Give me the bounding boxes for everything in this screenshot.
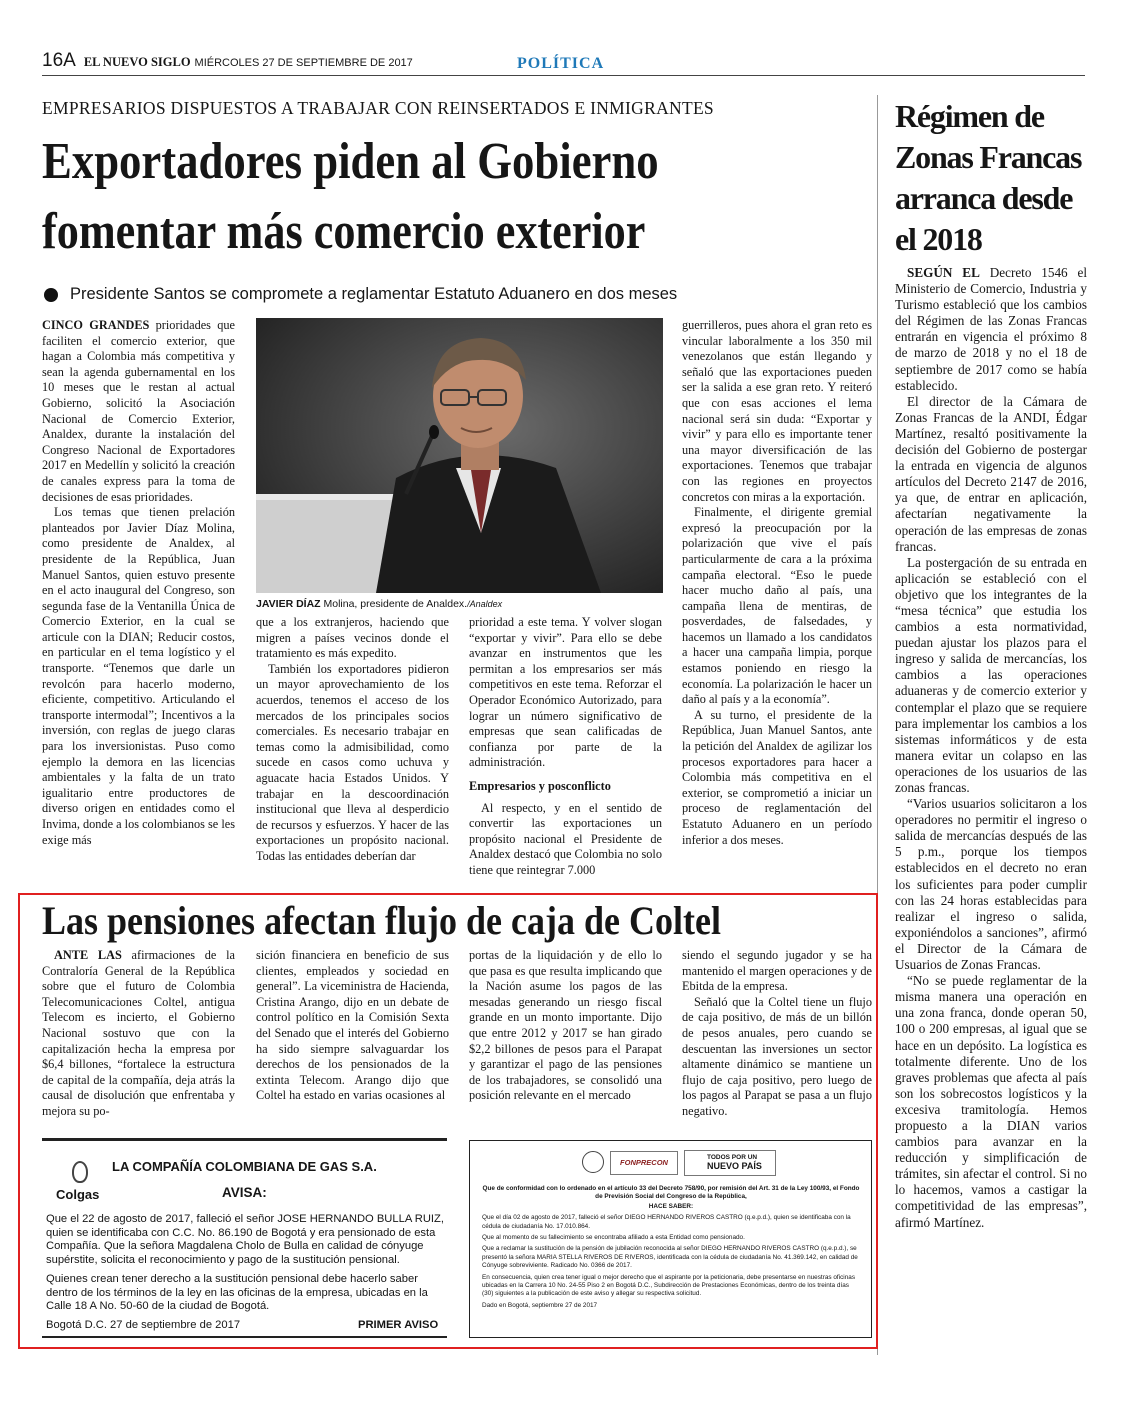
coltel-column-2: sición financiera en beneficio de sus clientes, empleados y sociedad en general”. La viceministra de Hacienda, Cristina Arango, dijo en un debate de control político en la Comisión Sexta del Senado que el interés del Gobierno ha sido siempre salvaguardar los derechos de los pensionados de la extinta Telecom. Arango dijo que Coltel ha estado en varias ocasiones al — [256, 948, 449, 1103]
colgas-notice: PRIMER AVISO — [358, 1319, 439, 1331]
fonprecon-logo: FONPRECON — [610, 1151, 678, 1175]
coltel-headline: Las pensiones afectan flujo de caja de Coltel — [42, 898, 721, 943]
sidebar-title: Régimen de Zonas Francas arranca desde el 2018 — [895, 98, 1082, 257]
issue-date: MIÉRCOLES 27 DE SEPTIEMBRE DE 2017 — [194, 57, 413, 69]
fonprecon-ad: FONPRECON TODOS POR UN NUEVO PAÍS Que de conformidad con lo ordenado en el artículo 33 del Decreto 758/90, por remisión del Art. 31 de la Ley 100/93, el Fondo de Previsión Social del Congreso de la República, HACE SABER: Que el día 02 de agosto de 2017, falleció el señor DIEGO HERNANDO RIVEROS CASTRO (q.e.p.d.), quien se identificaba con la cédula de ciudadanía No. 17.010.864. Que al momento de su fallecimiento se encontraba afiliado a esta Entidad como pensionado. Que a reclamar la sustitución de la pensión de jubilación reconocida al señor DIEGO HERNANDO RIVEROS CASTRO (q.e.p.d.), se presentó la señora MARIA STELLA RIVEROS DE RIVEROS, identificada con la cédula de ciudadanía No. 41.369.142, en calidad de Cónyuge sobreviviente. Radicado No. 0366 de 2017. En consecuencia, quien crea tener igual o mejor derecho que el aspirante por la peticionaria, debe presentarse en nuestras oficinas ubicadas en la Carrera 10 No. 24-55 Piso 2 en Bogotá D.C., Subdirección de Prestaciones Económicas, dentro de los treinta días (30) siguientes a la publicación de este aviso y allegar su respectiva solicitud. Dado en Bogotá, septiembre 27 de 2017 — [469, 1140, 872, 1338]
colgas-company: LA COMPAÑÍA COLOMBIANA DE GAS S.A. — [112, 1159, 377, 1174]
subheadline: Presidente Santos se compromete a reglamentar Estatuto Aduanero en dos meses — [70, 285, 678, 303]
colgas-logo: Colgas — [56, 1187, 100, 1202]
colgas-ad: Colgas LA COMPAÑÍA COLOMBIANA DE GAS S.A. AVISA: Que el 22 de agosto de 2017, falleció el señor JOSE HERNANDO BULLA RUIZ, quien se identificaba con C.C. No. 86.190 de Bogotá y era pensionado de esta Compañía. Que la señora Magdalena Cholo de Bulla en calidad de cónyuge supérstite, solicita el reconocimiento y pago de la sustitución pensional. Quienes crean tener derecho a la sustitución pensional debe hacerlo saber dentro de los términos de la ley en las oficinas de la empresa, ubicadas en la Calle 18 A No. 50-60 de la ciudad de Bogotá. Bogotá D.C. 27 de septiembre de 2017 PRIMER AVISO — [42, 1138, 447, 1338]
nuevo-pais-logo: TODOS POR UN NUEVO PAÍS — [684, 1150, 776, 1176]
colgas-place-date: Bogotá D.C. 27 de septiembre de 2017 — [46, 1319, 241, 1331]
main-column-2: que a los extranjeros, haciendo que migren a países vecinos donde el tratamiento es más expedito. También los exportadores pidieron un mayor aprovechamiento de los acuerdos, tenemos el acceso de los mercados de los principales socios comerciales. Es necesario trabajar en temas como la admisibilidad, como sucede en casos como uchuva y aguacate hacia Estados Unidos. Y trabajar en la descoordinación institucional que lleva al desperdicio de recursos y esfuerzos. Y hacer de las exportaciones un propósito nacional. Todas las entidades deberían dar — [256, 615, 449, 863]
header-rule — [42, 75, 1085, 76]
section-name: POLÍTICA — [517, 55, 605, 72]
speaker-photo-icon — [256, 318, 663, 593]
coltel-column-1: ANTE LAS afirmaciones de la Contraloría General de la República sobre que el futuro de Colombia Telecomunicaciones Coltel, antigua Telecom es incierto, el Gobierno Nacional sostuvo que con la capitalización hecha la empresa por $6,4 billones, “fortalece la estructura de capital de la compañía, deja atrás la causal de disolución que enfrentaba y mejora su po- — [42, 948, 235, 1118]
subsection-title: Empresarios y posconflicto — [469, 778, 611, 793]
main-column-1: CINCO GRANDES prioridades que faciliten el comercio exterior, que hagan a Colombia más competitiva y sean la agenda gubernamental en los 10 meses que le restan al actual Gobierno, solicitó la Asociación Nacional de Comercio Exterior, Analdex, durante la instalación del Congreso Nacional de Exportadores 2017 en Medellín y solicitó la creación de canales express para la toma de decisiones de esas prioridades. Los temas que tienen prelación planteados por Javier Díaz Molina, como presidente de Analdex, al presidente de la República, Juan Manuel Santos, quien estuvo presente en el acto inaugural del Congreso, son segunda fase de la Ventanilla Única de Comercio Exterior, en la cual se articule con la DIAN; Reducir costos, en particular en el tema logístico y el transporte. “Tenemos que darle un revolcón para hacerlo moderno, eficiente, competitivo. Articulando el transporte intermodal”; Incentivos a la inversión, con reglas de juego claras para los inversionistas. Puso como ejemplo la demora en las licencias ambientales y la falta de un trato igualitario entre productores de diverso origen en entidades como el Invima, donde a los colombianos se les exige más — [42, 318, 235, 847]
main-column-3: prioridad a este tema. Y volver slogan “exportar y vivir”. Para ello se debe avanzar en instrumentos que les permitan a los empresarios ser más competitivos en este tema. Reforzar el Operador Económico Autorizado, para lograr un número significativo de empresas que sean calificadas de confianza por parte de la administración. Empresarios y posconflicto Al respecto, y en el sentido de convertir las exportaciones un propósito nacional el Presidente de Analdex destacó que Colombia no solo tiene que reintegrar 7.000 — [469, 615, 662, 877]
sidebar-story: SEGÚN EL Decreto 1546 el Ministerio de Comercio, Industria y Turismo estableció que los cambios del Régimen de las Zonas Francas entrarán en vigencia el próximo 8 de marzo de 2018 y no el 18 de septiembre de 2017 como se había establecido. El director de la Cámara de Zonas Francas de la ANDI, Édgar Martínez, resaltó positivamente la decisión del Gobierno de postergar la entrada en vigencia de algunos artículos del Decreto 2147 de 2016, ya que, de entrar en aplicación, afectarían negativamente la operación de las empresas de zonas francas. La postergación de su entrada en aplicación se estableció con el objetivo que los integrantes de la “mesa técnica” que estudia los cambios a esta normatividad, puedan ajustar los plazos para el ingreso y salida de mercancías, los cambios a las operaciones aduaneras y de comercio exterior y contemplar el plazo que se requiere para implementar los cambios a los sistemas informáticos y de esta manera evitar un colapso en las operaciones de los usuarios de las zonas francas. “Varios usuarios solicitaron a los operadores no permitir el ingreso o salida de mercancías después de las 5 p.m., porque los tiempos establecidos en el decreto no eran los suficientes para poder cumplir con las 24 horas establecidas para realizar el ingreso o salida, exponiéndolos a sanciones”, afirmó el Director de la Cámara de Usuarios de Zonas Francas. “No se puede reglamentar de la misma manera una operación en una zona franca, donde operan 50, 100 o 200 empresas, al igual que se hace en un depósito. La logística es totalmente diferente. Uno de los graves problemas que afecta al país son los sobrecostos logísticos y la excesiva tramitología. Hemos propuesto a la DIAN varios cambios para avanzar en la reducción y simplificación de trámites, sin afectar el control. Si no lo hacemos, vamos a castigar la competitividad de las empresas”, afirmó Martínez. — [895, 265, 1087, 1230]
headline-line-1: Exportadores piden al Gobierno — [42, 133, 659, 190]
page-number: 16A — [42, 50, 76, 71]
sidebar-lead-in: SEGÚN EL — [907, 265, 980, 280]
coat-of-arms-icon — [582, 1151, 604, 1173]
bullet-icon — [44, 288, 58, 302]
main-column-4: guerrilleros, pues ahora el gran reto es vincular laboralmente a los 350 mil venezolanos que están llegando y señaló que las exportaciones pueden ser la salida a ese gran reto. Y reiteró que con esas acciones el lema nacional será sin duda: “Exportar y vivir” y para ello es importante tener una mayor diversificación de las exportaciones. Tenemos que trabajar con las regiones en proyectos concretos con miras a la exportación. Finalmente, el dirigente gremial expresó la preocupación por la polarización que vive el país particularmente de cara a la próxima campaña electoral. “Eso le puede hacer mucho daño al país, una campaña llena de mentiras, de posverdades, de falsedades, y hacemos un llamado a los candidatos a hacer una campaña limpia, porque estamos poniendo en riesgo la economía. La polarización le hacer un daño al país y a la economía”. A su turno, el presidente de la República, Juan Manuel Santos, ante la petición del Analdex de agilizar los procesos exportadores para hacer a Colombia más competitiva en el exterior, se comprometió a iniciar un proceso de reglamentación del Estatuto Aduanero en un período inferior a dos meses. — [682, 318, 872, 847]
photo — [256, 318, 663, 593]
lead-in: CINCO GRANDES — [42, 318, 150, 332]
page-header — [42, 50, 413, 72]
headline-line-2: fomentar más comercio exterior — [42, 203, 646, 260]
paper-name: EL NUEVO SIGLO — [83, 55, 191, 69]
kicker: EMPRESARIOS DISPUESTOS A TRABAJAR CON REINSERTADOS E INMIGRANTES — [42, 98, 714, 118]
photo-caption: JAVIER DÍAZ Molina, presidente de Analdex./Analdex — [256, 598, 503, 610]
coltel-column-4: siendo el segundo jugador y se ha mantenido el margen operaciones y de Ebitda de la empresa. Señaló que la Coltel tiene un flujo de caja positivo, de más de un billón de pesos anuales, pero cuando se descuentan las inversiones un sector altamente dinámico se mantiene un flujo de caja positivo, pero luego de los pagos al Parapat se pasa a un flujo negativo. — [682, 948, 872, 1118]
coltel-column-3: portas de la liquidación y de ello lo que pasa es que resulta implicando que la Nación asume los pagos de las mesadas generando un riesgo fiscal grande en un monto importante. Dijo que entre 2012 y 2017 se han girado $2,2 billones de pesos para el Parapat y garantizar el pago de las pensiones de los trabajadores, se consolidó una posición relevante en el mercado — [469, 948, 662, 1103]
colgas-logo-icon — [72, 1161, 88, 1183]
colgas-avisa: AVISA: — [222, 1185, 267, 1200]
